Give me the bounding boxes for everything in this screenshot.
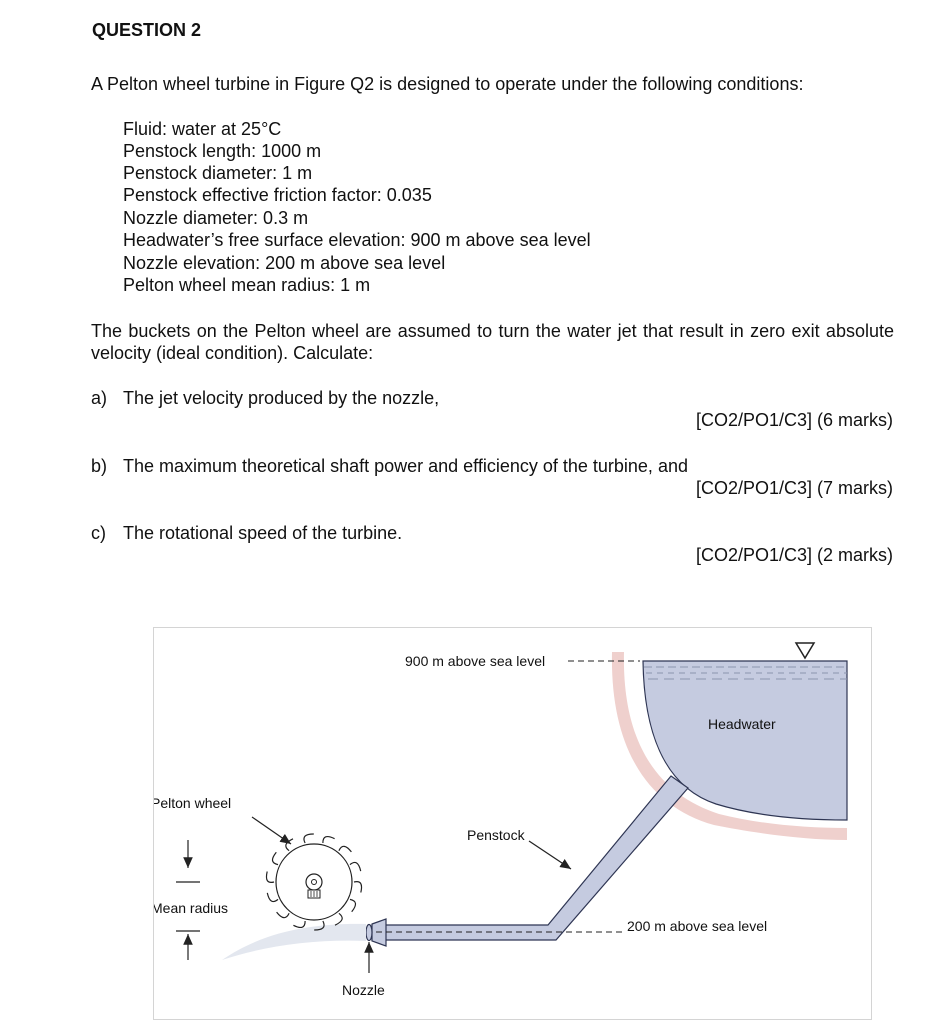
part-c-text: The rotational speed of the turbine.: [123, 523, 403, 543]
penstock-pipe: [372, 776, 688, 940]
wheel-bucket: [293, 921, 305, 927]
wheel-bucket: [272, 852, 278, 864]
condition-headwater-elevation: Headwater’s free surface elevation: 900 m above sea level: [123, 230, 591, 250]
wheel-bucket: [267, 893, 278, 902]
part-b-label: b): [91, 456, 108, 476]
wheel-bucket: [277, 912, 290, 918]
part-b-text: The maximum theoretical shaft power and efficiency of the turbine, and: [123, 456, 688, 476]
condition-nozzle-diameter: Nozzle diameter: 0.3 m: [123, 208, 309, 228]
part-c-label: c): [91, 523, 106, 543]
part-a-label: a): [91, 388, 108, 408]
pelton-wheel: [266, 834, 361, 930]
assumption-text: The buckets on the Pelton wheel are assumed to turn the water jet that result in zero exit absolute velocity (ideal condition). Calculate:: [91, 321, 894, 363]
top-level-label: 900 m above sea level: [405, 653, 546, 669]
pelton-wheel-label: Pelton wheel: [154, 795, 232, 811]
wheel-bucket: [266, 872, 274, 883]
wheel-bucket: [339, 846, 352, 852]
nozzle-label: Nozzle: [342, 982, 385, 998]
wheel-bucket: [350, 899, 356, 911]
pelton-diagram: [154, 628, 871, 1019]
condition-nozzle-elevation: Nozzle elevation: 200 m above sea level: [123, 253, 446, 273]
part-a-text: The jet velocity produced by the nozzle,: [123, 388, 440, 408]
penstock-arrow: [529, 841, 571, 869]
part-a-marks: [CO2/PO1/C3] (6 marks): [695, 410, 893, 430]
pelton-wheel-arrow: [252, 817, 291, 844]
penstock-label: Penstock: [467, 827, 525, 843]
mean-radius-label: Mean radius: [154, 900, 229, 916]
wheel-bucket: [304, 834, 314, 843]
part-b-marks: [CO2/PO1/C3] (7 marks): [695, 478, 893, 498]
wheel-bucket: [350, 862, 361, 871]
part-c-marks: [CO2/PO1/C3] (2 marks): [695, 545, 893, 565]
wheel-bucket: [335, 913, 342, 925]
question-title: QUESTION 2: [92, 20, 202, 40]
condition-mean-radius: Pelton wheel mean radius: 1 m: [123, 275, 371, 295]
figure-q2: [153, 627, 872, 1020]
intro-text: A Pelton wheel turbine in Figure Q2 is designed to operate under the following conditions:: [91, 74, 804, 94]
free-surface-triangle-icon: [796, 643, 814, 658]
water-jet: [222, 924, 366, 960]
headwater-label: Headwater: [708, 716, 776, 732]
bottom-level-label: 200 m above sea level: [627, 918, 768, 934]
condition-fluid: Fluid: water at 25°C: [123, 119, 282, 139]
condition-friction-factor: Penstock effective friction factor: 0.035: [123, 185, 432, 205]
wheel-bucket: [354, 882, 362, 893]
condition-penstock-diameter: Penstock diameter: 1 m: [123, 163, 313, 183]
wheel-bucket: [323, 837, 335, 843]
condition-penstock-length: Penstock length: 1000 m: [123, 141, 322, 161]
